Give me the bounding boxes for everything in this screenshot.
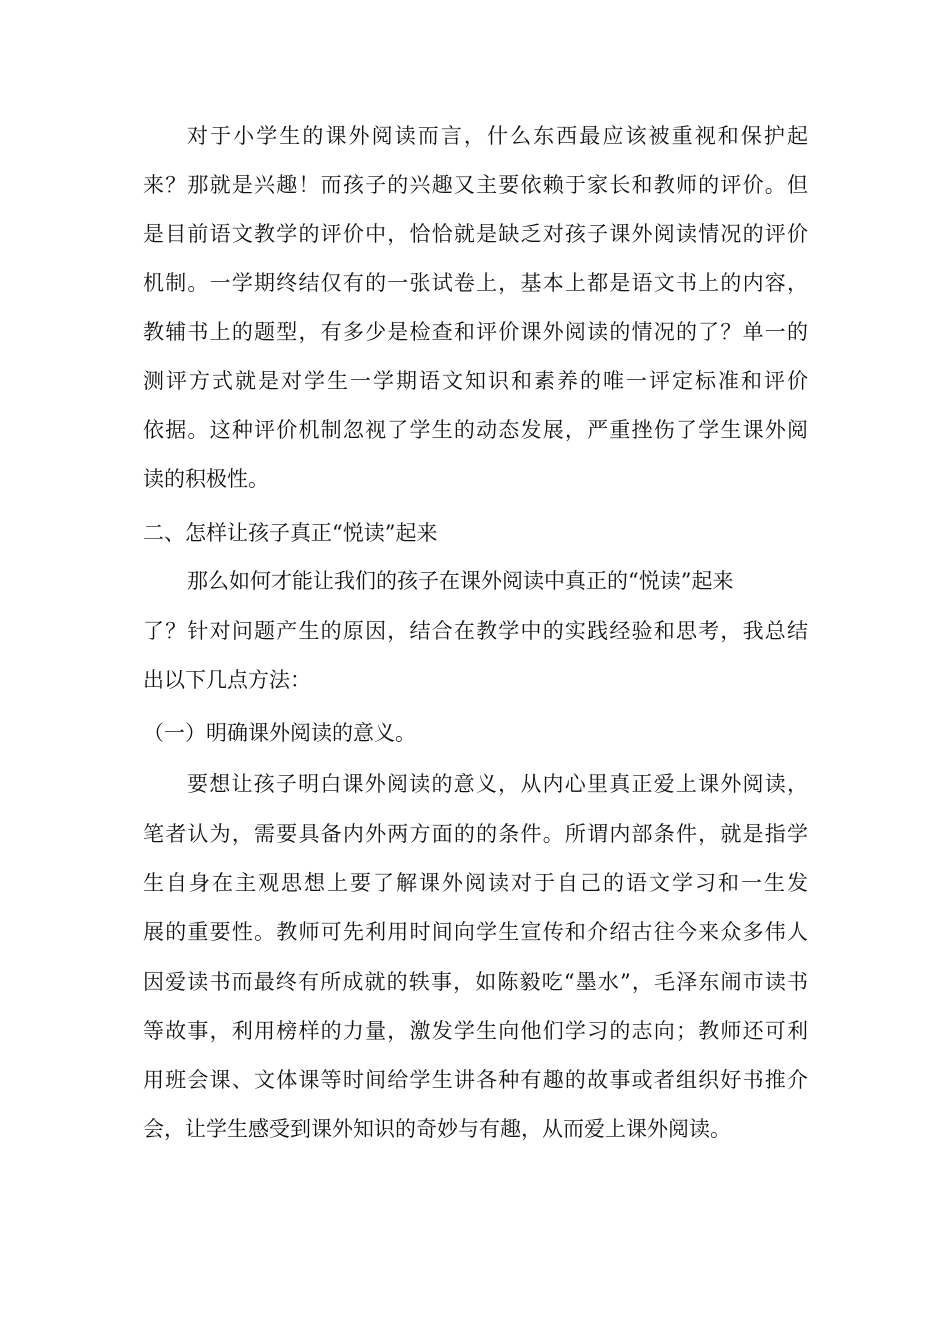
- section-heading: 二、怎样让孩子真正“悦读”起来: [143, 521, 438, 545]
- paragraph-line: 等故事，利用榜样的力量，激发学生向他们学习的志向；教师还可利: [143, 1019, 808, 1043]
- paragraph-line: 了？针对问题产生的原因，结合在教学中的实践经验和思考，我总结: [143, 619, 808, 643]
- paragraph-line: 教辅书上的题型，有多少是检查和评价课外阅读的情况的了？单一的: [143, 320, 808, 344]
- paragraph-line: 要想让孩子明白课外阅读的意义，从内心里真正爱上课外阅读，: [187, 772, 808, 796]
- paragraph-line: 测评方式就是对学生一学期语文知识和素养的唯一评定标准和评价: [143, 369, 808, 393]
- paragraph-line: 生自身在主观思想上要了解课外阅读对于自己的语文学习和一生发: [143, 871, 808, 895]
- paragraph-line: 机制。一学期终结仅有的一张试卷上，基本上都是语文书上的内容，: [143, 271, 808, 295]
- paragraph-line: 因爱读书而最终有所成就的轶事，如陈毅吃“墨水”，毛泽东闹市读书: [143, 970, 808, 994]
- paragraph-line: 出以下几点方法：: [143, 668, 311, 692]
- paragraph-line: 展的重要性。教师可先利用时间向学生宣传和介绍古往今来众多伟人: [143, 920, 808, 944]
- paragraph-line: 用班会课、文体课等时间给学生讲各种有趣的故事或者组织好书推介: [143, 1068, 808, 1092]
- paragraph-line: 会，让学生感受到课外知识的奇妙与有趣，从而爱上课外阅读。: [143, 1117, 731, 1141]
- paragraph-line: 依据。这种评价机制忽视了学生的动态发展，严重挫伤了学生课外阅: [143, 418, 808, 442]
- paragraph-line: 对于小学生的课外阅读而言，什么东西最应该被重视和保护起: [187, 124, 808, 148]
- paragraph-line: 读的积极性。: [143, 467, 269, 491]
- paragraph-line: 是目前语文教学的评价中，恰恰就是缺乏对孩子课外阅读情况的评价: [143, 222, 808, 246]
- paragraph-line: 来？那就是兴趣！而孩子的兴趣又主要依赖于家长和教师的评价。但: [143, 173, 808, 197]
- subsection-heading: （一）明确课外阅读的意义。: [143, 721, 416, 745]
- paragraph-line: 那么如何才能让我们的孩子在课外阅读中真正的“悦读”起来: [187, 569, 734, 593]
- paragraph-line: 笔者认为，需要具备内外两方面的的条件。所谓内部条件，就是指学: [143, 822, 808, 846]
